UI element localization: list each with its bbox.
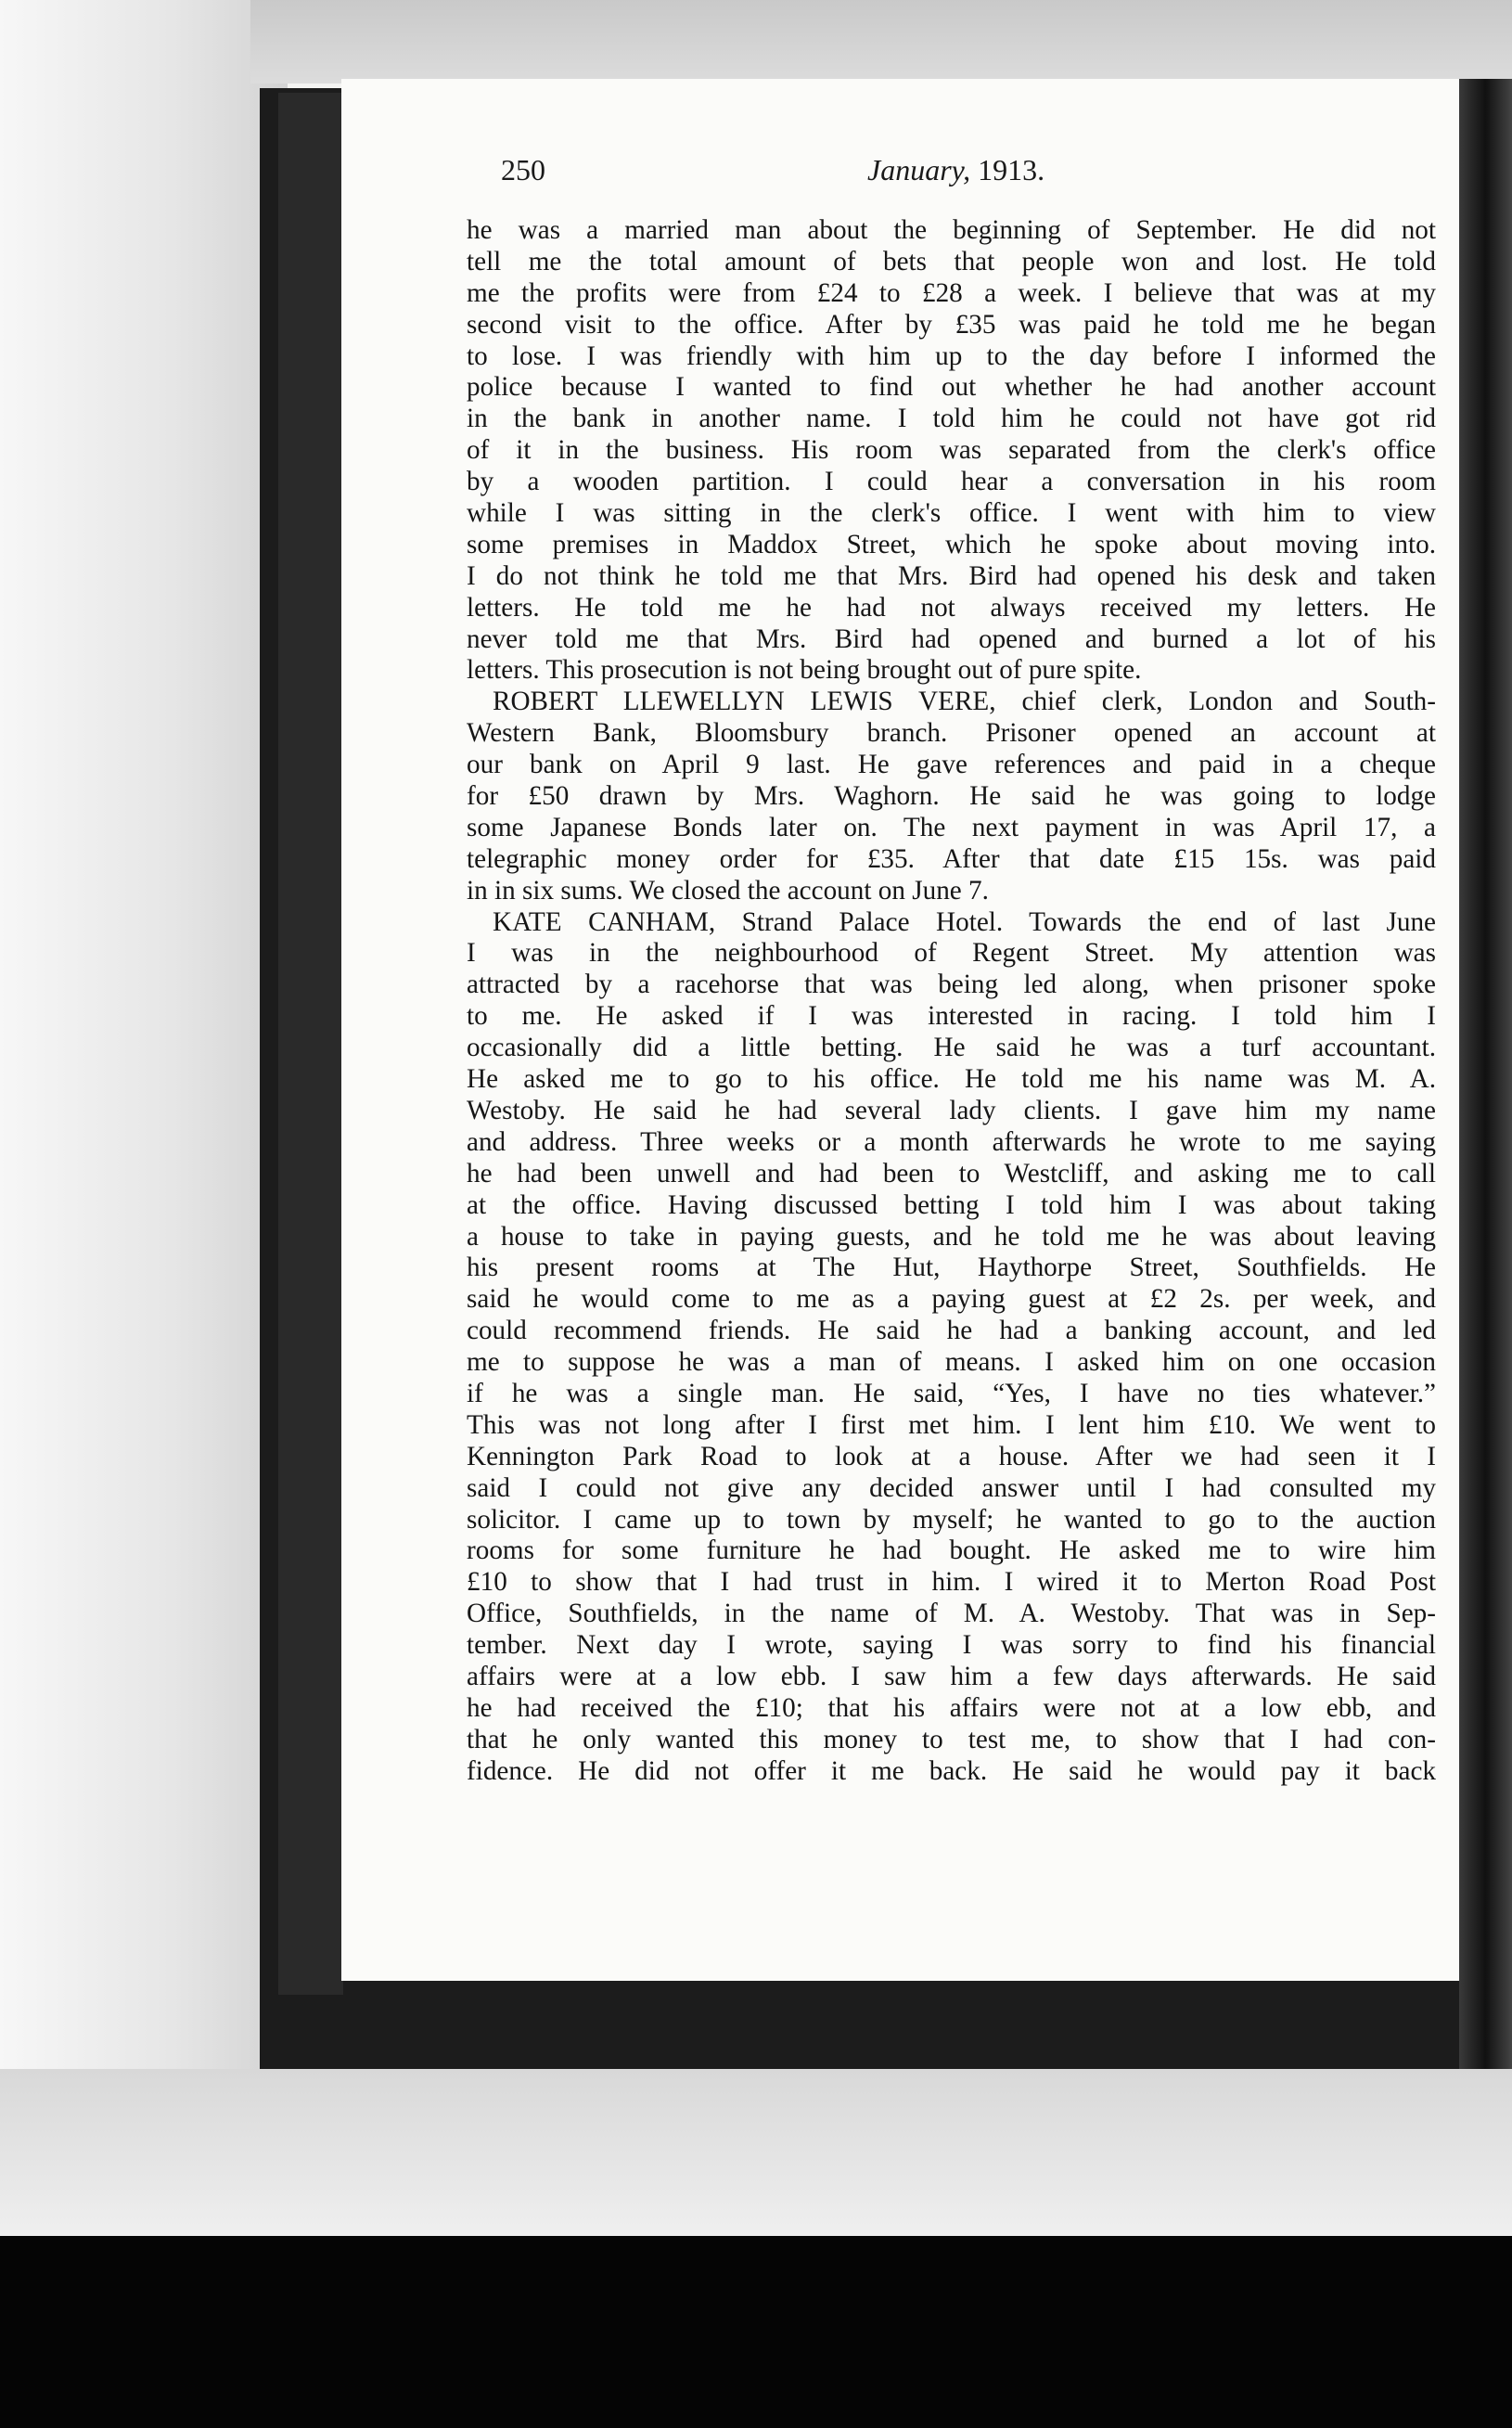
text-line: telegraphic money order for £35. After that date £15 15s. was paid [467, 843, 1436, 874]
text-line: never told me that Mrs. Bird had opened and burned a lot of his [467, 623, 1436, 654]
text-line: in the bank in another name. I told him he could not have got rid [467, 404, 1436, 434]
text-line: solicitor. I came up to town by myself; he wanted to go to the auction [467, 1504, 1436, 1535]
text-line: £10 to show that I had trust in him. I wired it to Merton Road Post [467, 1567, 1436, 1598]
text-line: He asked me to go to his office. He told me his name was M. A. [467, 1064, 1436, 1095]
text-line: he had received the £10; that his affairs were not at a low ebb, and [467, 1692, 1436, 1723]
text-line: some Japanese Bonds later on. The next payment in was April 17, a [467, 812, 1436, 842]
text-line: fidence. He did not offer it me back. He said he would pay it back [467, 1755, 1436, 1786]
book-spine [278, 93, 343, 1995]
body-text [467, 215, 1436, 1788]
text-line: to me. He asked if I was interested in racing. I told him I [467, 1001, 1436, 1032]
page-number: 250 [501, 153, 545, 186]
text-line: by a wooden partition. I could hear a conversation in his room [467, 467, 1436, 497]
text-line: ROBERT LLEWELLYN LEWIS VERE, chief clerk, London and South- [493, 687, 1436, 717]
text-line: me to suppose he was a man of means. I asked him on one occasion [467, 1347, 1436, 1378]
text-line: I do not think he told me that Mrs. Bird had opened his desk and taken [467, 560, 1436, 591]
text-line: for £50 drawn by Mrs. Waghorn. He said he was going to lodge [467, 781, 1436, 812]
text-line: tell me the total amount of bets that people won and lost. He told [467, 246, 1436, 276]
text-line: occasionally did a little betting. He said he was a turf accountant. [467, 1033, 1436, 1063]
text-line: our bank on April 9 last. He gave references and paid in a cheque [467, 750, 1436, 780]
text-line: I was in the neighbourhood of Regent Street. My attention was [467, 938, 1436, 969]
text-line: Westoby. He said he had several lady clients. I gave him my name [467, 1095, 1436, 1125]
running-title-month: January, [867, 153, 979, 186]
text-line: some premises in Maddox Street, which he spoke about moving into. [467, 529, 1436, 559]
text-line: Western Bank, Bloomsbury branch. Prisoner opened an account at [467, 718, 1436, 749]
text-line: of it in the business. His room was separated from the clerk's office [467, 435, 1436, 466]
text-line: Office, Southfields, in the name of M. A. Westoby. That was in Sep- [467, 1599, 1436, 1629]
text-line: attracted by a racehorse that was being led along, when prisoner spoke [467, 970, 1436, 1000]
scan-bottom-margin [0, 2069, 1512, 2236]
text-line: a house to take in paying guests, and he told me he was about leaving [467, 1221, 1436, 1252]
scan-bottom-dark [0, 2236, 1512, 2428]
text-line: at the office. Having discussed betting I told him I was about taking [467, 1189, 1436, 1220]
text-line: he was a married man about the beginning of September. He did not [467, 215, 1436, 245]
text-line: letters. This prosecution is not being brought out of pure spite. [467, 655, 1142, 686]
text-line: said he would come to me as a paying guest at £2 2s. per week, and [467, 1284, 1436, 1315]
text-line: letters. He told me he had not always received my letters. He [467, 592, 1436, 623]
text-line: could recommend friends. He said he had a banking account, and led [467, 1316, 1436, 1346]
text-line: tember. Next day I wrote, saying I was sorry to find his financial [467, 1630, 1436, 1661]
text-line: and address. Three weeks or a month afterwards he wrote to me saying [467, 1126, 1436, 1157]
text-line: in in six sums. We closed the account on June 7. [467, 875, 989, 906]
text-line: said I could not give any decided answer until I had consulted my [467, 1472, 1436, 1503]
text-line: that he only wanted this money to test me, to show that I had con- [467, 1724, 1436, 1754]
text-line: police because I wanted to find out whether he had another account [467, 372, 1436, 403]
text-line: rooms for some furniture he had bought. He asked me to wire him [467, 1535, 1436, 1566]
text-line: to lose. I was friendly with him up to the day before I informed the [467, 340, 1436, 371]
running-title-year: 1913. [978, 153, 1045, 186]
text-line: if he was a single man. He said, “Yes, I have no ties whatever.” [467, 1378, 1436, 1408]
running-title [867, 153, 1044, 187]
text-line: affairs were at a low ebb. I saw him a few days afterwards. He said [467, 1661, 1436, 1691]
text-line: KATE CANHAM, Strand Palace Hotel. Towards the end of last June [493, 906, 1436, 937]
text-line: while I was sitting in the clerk's office. I went with him to view [467, 498, 1436, 529]
text-line: he had been unwell and had been to Westcliff, and asking me to call [467, 1158, 1436, 1188]
running-head [501, 153, 1095, 199]
scan-top-band [250, 0, 1512, 84]
text-line: me the profits were from £24 to £28 a week. I believe that was at my [467, 277, 1436, 308]
text-line: This was not long after I first met him. I lent him £10. We went to [467, 1409, 1436, 1440]
text-line: Kennington Park Road to look at a house. After we had seen it I [467, 1441, 1436, 1471]
text-line: second visit to the office. After by £35 was paid he told me he began [467, 309, 1436, 340]
book-right-edge [1459, 79, 1512, 2069]
scan-left-margin [0, 0, 288, 2227]
text-line: his present rooms at The Hut, Haythorpe Street, Southfields. He [467, 1253, 1436, 1283]
